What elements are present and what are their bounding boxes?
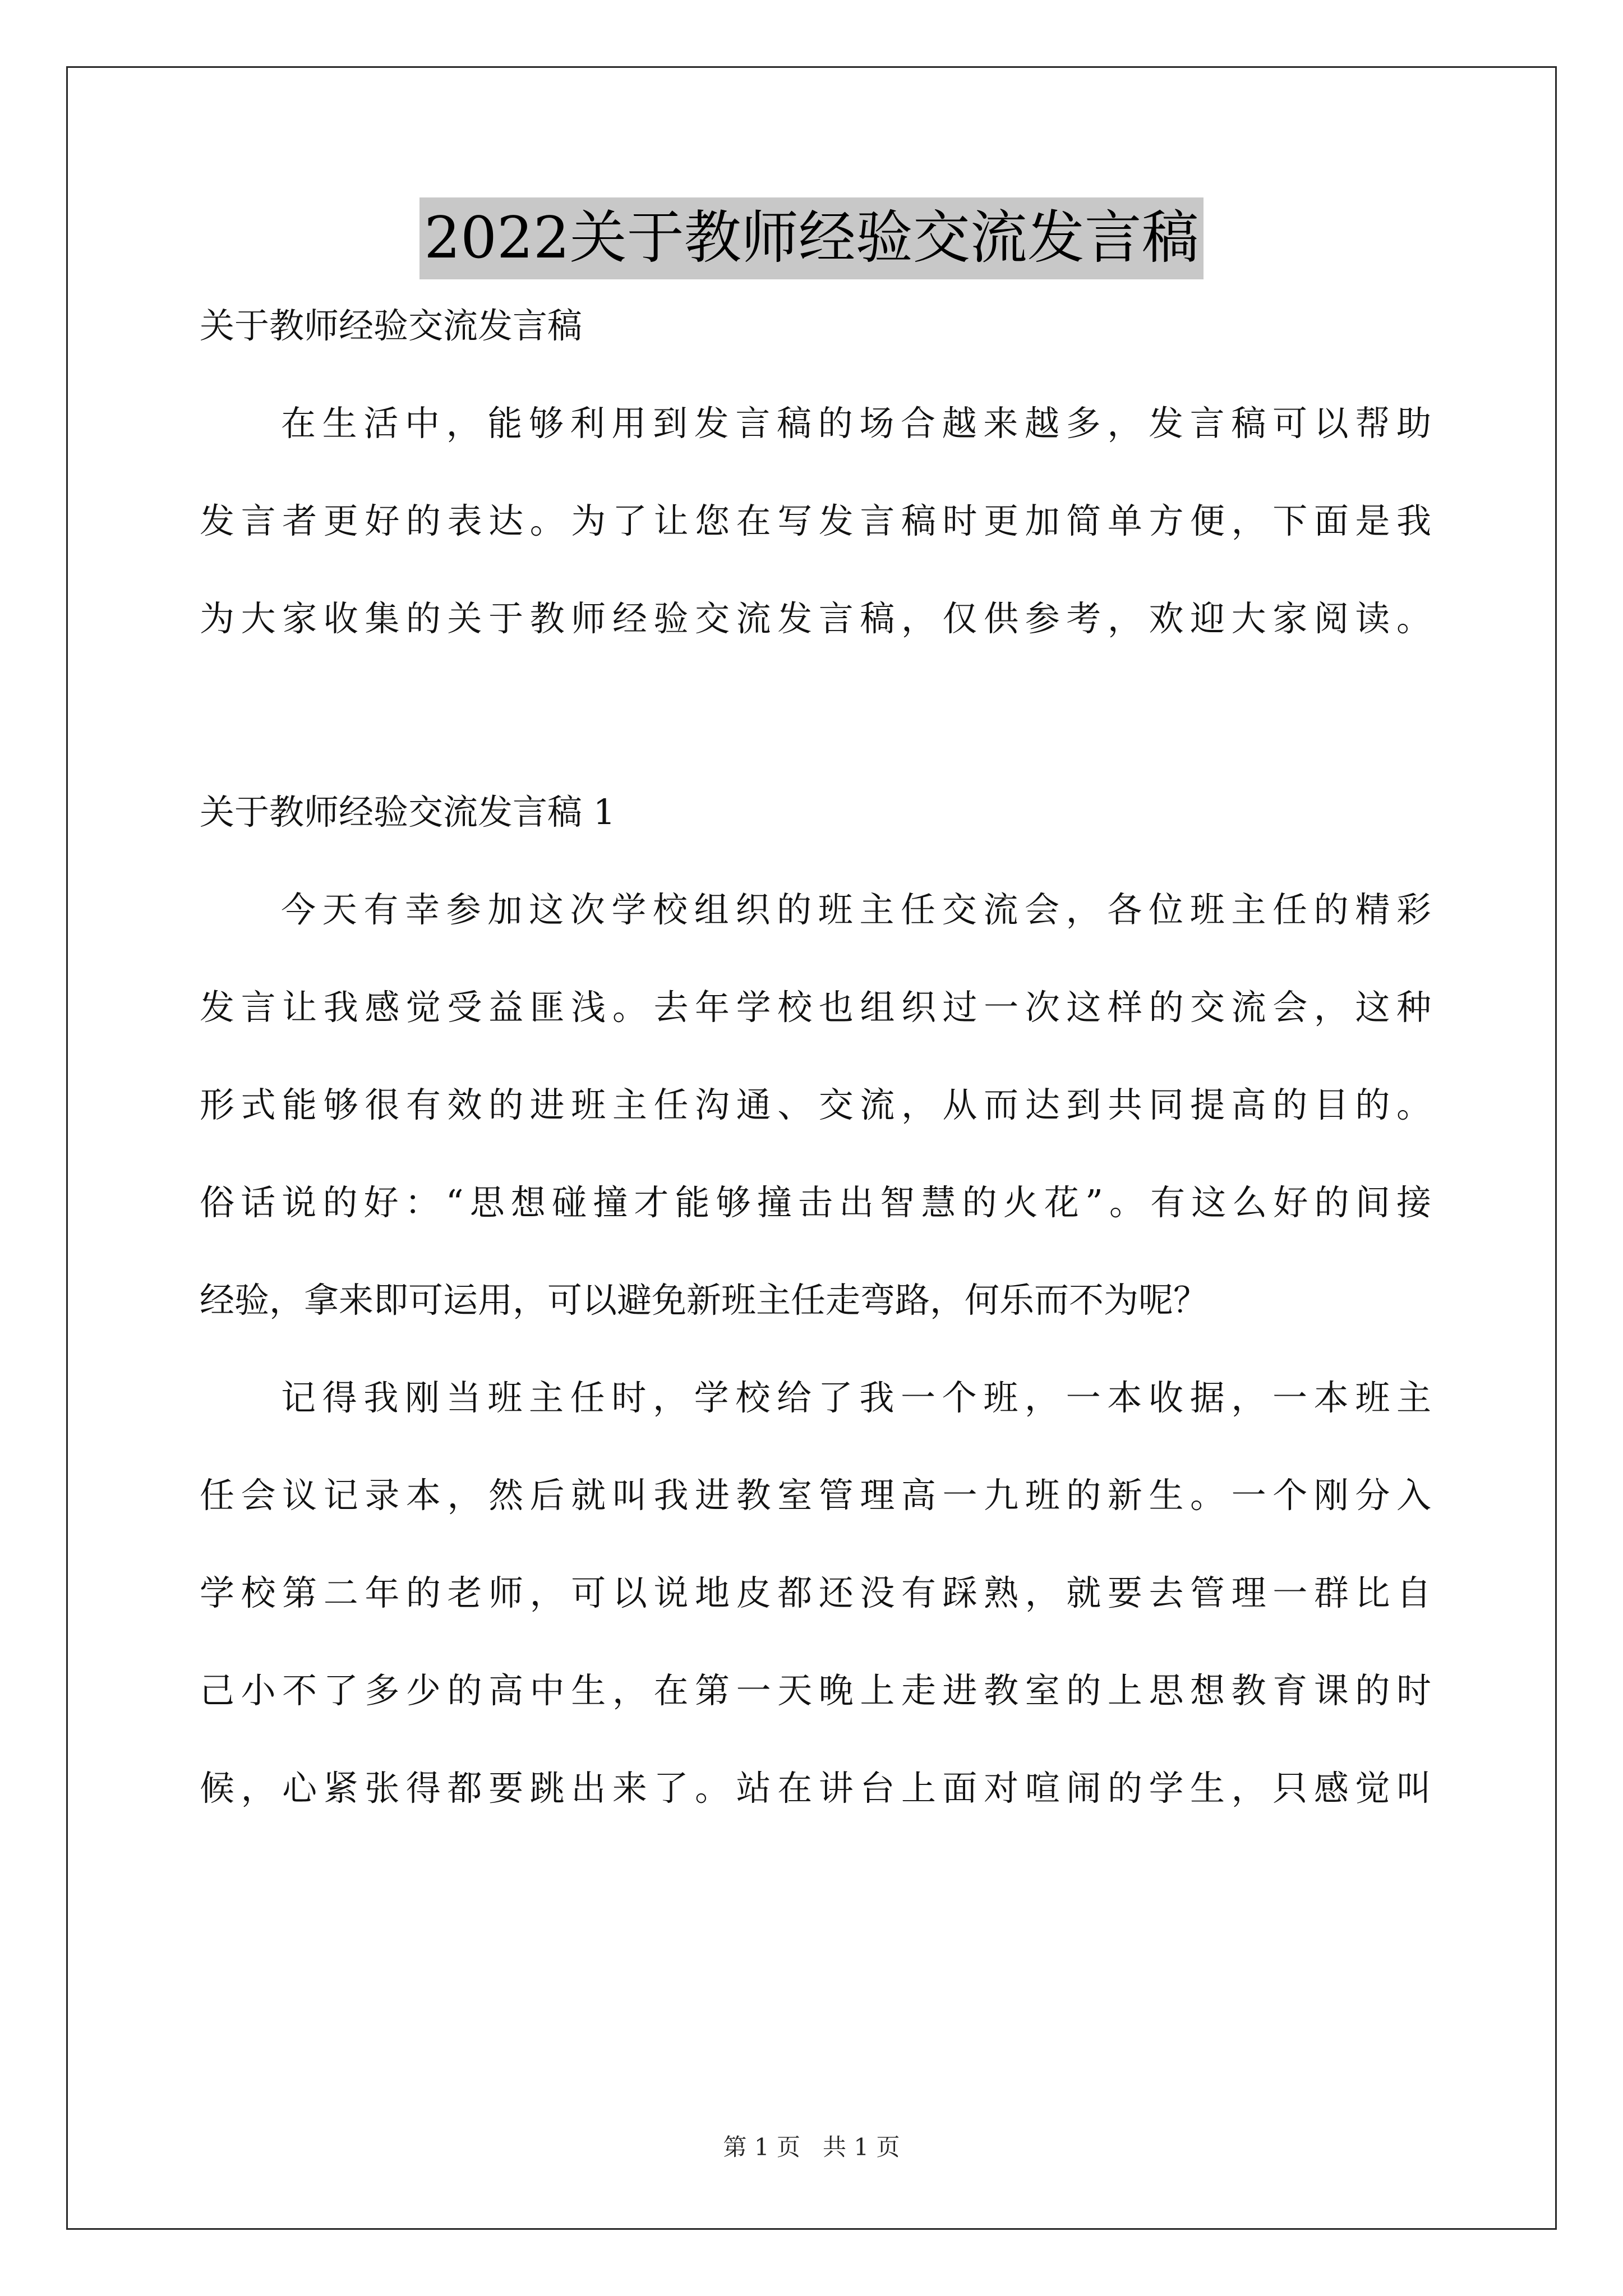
paragraph-1 [200,887,1431,1323]
paragraph-line: 为大家收集的关于教师经验交流发言稿，仅供参考，欢迎大家阅读。 [200,598,1431,639]
paragraph-line: 学校第二年的老师，可以说地皮都还没有踩熟，就要去管理一群比自 [200,1572,1431,1613]
paragraph-line: 今天有幸参加这次学校组织的班主任交流会，各位班主任的精彩 [281,889,1431,930]
paragraph-line: 己小不了多少的高中生，在第一天晚上走进教室的上思想教育课的时 [200,1670,1431,1711]
paragraph-line: 经验，拿来即可运用，可以避免新班主任走弯路，何乐而不为呢？ [200,1280,1209,1320]
paragraph-2 [200,1375,1431,1811]
paragraph-line: 任会议记录本，然后就叫我进教室管理高一九班的新生。一个刚分入 [200,1475,1431,1516]
paragraph-line: 发言让我感觉受益匪浅。去年学校也组织过一次这样的交流会，这种 [200,987,1431,1028]
intro-paragraph [200,401,1431,642]
paragraph-line: 记得我刚当班主任时，学校给了我一个班，一本收据，一本班主 [281,1377,1431,1418]
title-container [0,197,1623,279]
document-title: 2022关于教师经验交流发言稿 [419,197,1204,279]
document-body [200,303,1431,1811]
subtitle: 关于教师经验交流发言稿 [200,305,583,346]
paragraph-line: 发言者更好的表达。为了让您在写发言稿时更加简单方便，下面是我 [200,500,1431,541]
paragraph-line: 形式能够很有效的进班主任沟通、交流，从而达到共同提高的目的。 [200,1084,1431,1125]
section-heading: 关于教师经验交流发言稿 1 [200,792,616,832]
page-footer: 第 1 页 共 1 页 [723,2133,900,2161]
paragraph-line: 候，心紧张得都要跳出来了。站在讲台上面对喧闹的学生，只感觉叫 [200,1768,1431,1809]
paragraph-line: 在生活中，能够利用到发言稿的场合越来越多，发言稿可以帮助 [281,403,1431,444]
paragraph-line: 俗话说的好：“思想碰撞才能够撞击出智慧的火花”。有这么好的间接 [200,1182,1431,1223]
